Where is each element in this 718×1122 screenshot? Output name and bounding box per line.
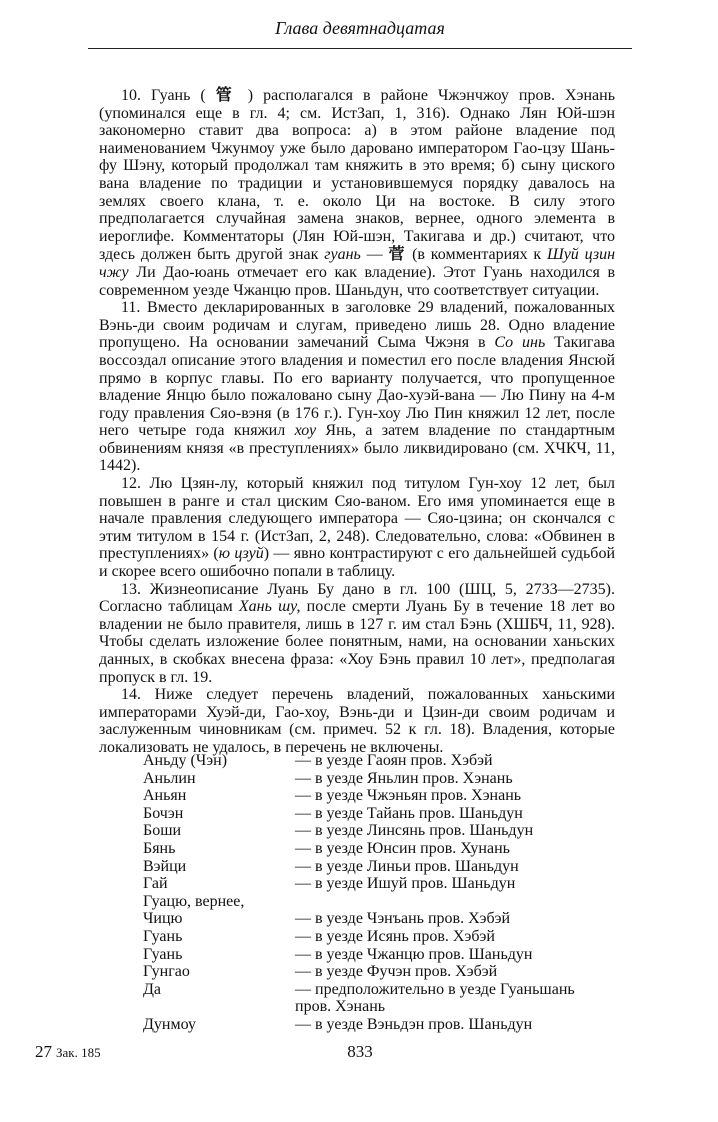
list-item	[143, 946, 613, 964]
fiefs-list	[143, 752, 613, 1034]
fief-name: Да	[143, 980, 162, 998]
list-item	[143, 1016, 613, 1034]
fief-location: — в уезде Чэнъань пров. Хэбэй	[295, 910, 511, 928]
fief-name: Боши	[143, 822, 182, 840]
fief-name: Гуань	[143, 945, 183, 963]
running-header: Глава девятнадцатая	[275, 18, 445, 38]
list-item	[143, 805, 613, 823]
fief-name: Гунгао	[143, 963, 190, 981]
list-item	[143, 875, 613, 893]
note-10: 10. Гуань ( 管 ) располагался в районе Чжэнчжоу пров. Хэнань (упоминался еще в гл. 4; см. ИстЗап, 1, 316). Однако Лян Юй-шэн закономерно ставит два вопроса: а) в этом районе владение под наименованием Чжунмоу уже было даровано императором Гао-цзу Шань-фу Шэну, который продолжал там княжить в это время; б) сыну циского вана владение по традиции и установившемуся порядку давалось на землях своего клана, т. е. около Ци на востоке. В силу этого предполагается случайная замена знаков, вернее, одного элемента в иероглифе. Комментаторы (Лян Юй-шэн, Такигава и др.) считают, что здесь должен быть другой знак гуань — 菅 (в комментариях к Шуй цзин чжу Ли Дао-юань отмечает его как владение). Этот Гуань находился в современном уезде Чжанцю пров. Шаньдун, что соответствует ситуации.	[99, 85, 616, 299]
fief-location: — в уезде Юнсин пров. Хунань	[295, 839, 510, 857]
list-item	[143, 840, 613, 858]
fief-name: Аньлин	[143, 769, 196, 787]
list-item	[143, 910, 613, 928]
list-item	[143, 822, 613, 840]
fief-location: — в уезде Фучэн пров. Хэбэй	[295, 963, 498, 981]
fief-location: — в уезде Яньлин пров. Хэнань	[295, 769, 513, 787]
note-14: 14. Ниже следует перечень владений, пожалованных ханьскими императорами Хуэй-ди, Гао-хоу, Вэнь-ди и Цзин-ди своим родичам и заслуженным чиновникам (см. примеч. 52 к гл. 18). Владения, которые локализовать не удалось, в перечень не включены.	[99, 686, 615, 756]
fief-name: Аньду (Чэн)	[143, 752, 228, 769]
fief-name: Гуацю, вернее,	[143, 892, 245, 910]
note-13: 13. Жизнеописание Луань Бу дано в гл. 100 (ШЦ, 5, 2733—2735). Согласно таблицам Хань шу, после смерти Луань Бу в течение 18 лет во владении не было правителя, лишь в 127 г. им стал Бэнь (ХШБЧ, 11, 928). Чтобы сделать изложение более понятным, нами, на основании ханьских данных, в скобках внесена фраза: «Хоу Бэнь правил 10 лет», предполагая пропуск в гл. 19.	[99, 580, 616, 686]
list-item	[143, 752, 613, 770]
fief-name: Гай	[143, 875, 168, 893]
note-12: 12. Лю Цзян-лу, который княжил под титулом Гун-хоу 12 лет, был повышен в ранге и стал циским Сяо-ваном. Его имя упоминается еще в начале правления следующего императора — Сяо-цзина; он скончался с этим титулом в 154 г. (ИстЗап, 2, 248). Следовательно, слова: «Обвинен в преступлениях» (ю цзуй) — явно контрастируют с его дальнейшей судьбой и скорее всего ошибочно попали в таблицу.	[99, 475, 615, 581]
fief-location	[293, 893, 613, 911]
fief-name: Гуань	[143, 927, 183, 945]
notes-body	[99, 86, 615, 757]
fief-name: Вэйци	[143, 857, 187, 875]
hanzi-guan-1: 管	[215, 85, 238, 104]
list-item	[143, 770, 613, 788]
list-item	[143, 893, 613, 911]
fief-location: — в уезде Линьи пров. Шаньдун	[295, 857, 519, 875]
hanzi-guan-2: 菅	[388, 244, 407, 264]
fief-name: Чицю	[143, 910, 183, 928]
fief-location: — в уезде Исянь пров. Хэбэй	[295, 927, 495, 945]
fief-location: — в уезде Ишуй пров. Шаньдун	[295, 875, 516, 893]
list-item	[143, 787, 613, 805]
header-rule	[88, 48, 632, 49]
fief-name: Бянь	[143, 839, 176, 857]
fief-location: — предположительно в уезде Гуаньшань пров. Хэнань	[295, 980, 575, 1016]
note-11: 11. Вместо декларированных в заголовке 29 владений, пожалованных Вэнь-ди своим родичам и слугам, приведено лишь 28. Одно владение пропущено. На основании замечаний Сыма Чжэня в Со инь Такигава воссоздал описание этого владения и поместил его после владения Янсюй прямо в корпус главы. По его варианту получается, что пропущенное владение Янцю было пожаловано сыну Дао-хуэй-вана — Лю Пину на 4-м году правления Сяо-вэня (в 176 г.). Гун-хоу Лю Пин княжил 12 лет, после него четыре года княжил хоу Янь, а затем владение по стандартным обвинениям князя «в преступлениях» было ликвидировано (см. ХЧКЧ, 11, 1442).	[99, 299, 616, 475]
fief-location: — в уезде Тайань пров. Шаньдун	[295, 804, 523, 822]
fief-location: — в уезде Чжанцю пров. Шаньдун	[295, 945, 533, 963]
list-item	[143, 928, 613, 946]
fief-name: Аньян	[143, 787, 187, 805]
fief-location: — в уезде Чжэньян пров. Хэнань	[295, 787, 522, 805]
list-item	[143, 858, 613, 876]
fief-location: — в уезде Линсянь пров. Шаньдун	[295, 822, 534, 840]
fief-location: — в уезде Вэньдэн пров. Шаньдун	[295, 1015, 533, 1033]
signature-mark: 27 Зак. 185	[35, 1042, 101, 1061]
fief-name: Бочэн	[143, 804, 184, 822]
page-number: 833	[347, 1042, 373, 1061]
fief-location: — в уезде Гаоян пров. Хэбэй	[295, 752, 493, 769]
list-item	[143, 963, 613, 981]
fief-name: Дунмоу	[143, 1015, 196, 1033]
list-item	[143, 981, 613, 1016]
